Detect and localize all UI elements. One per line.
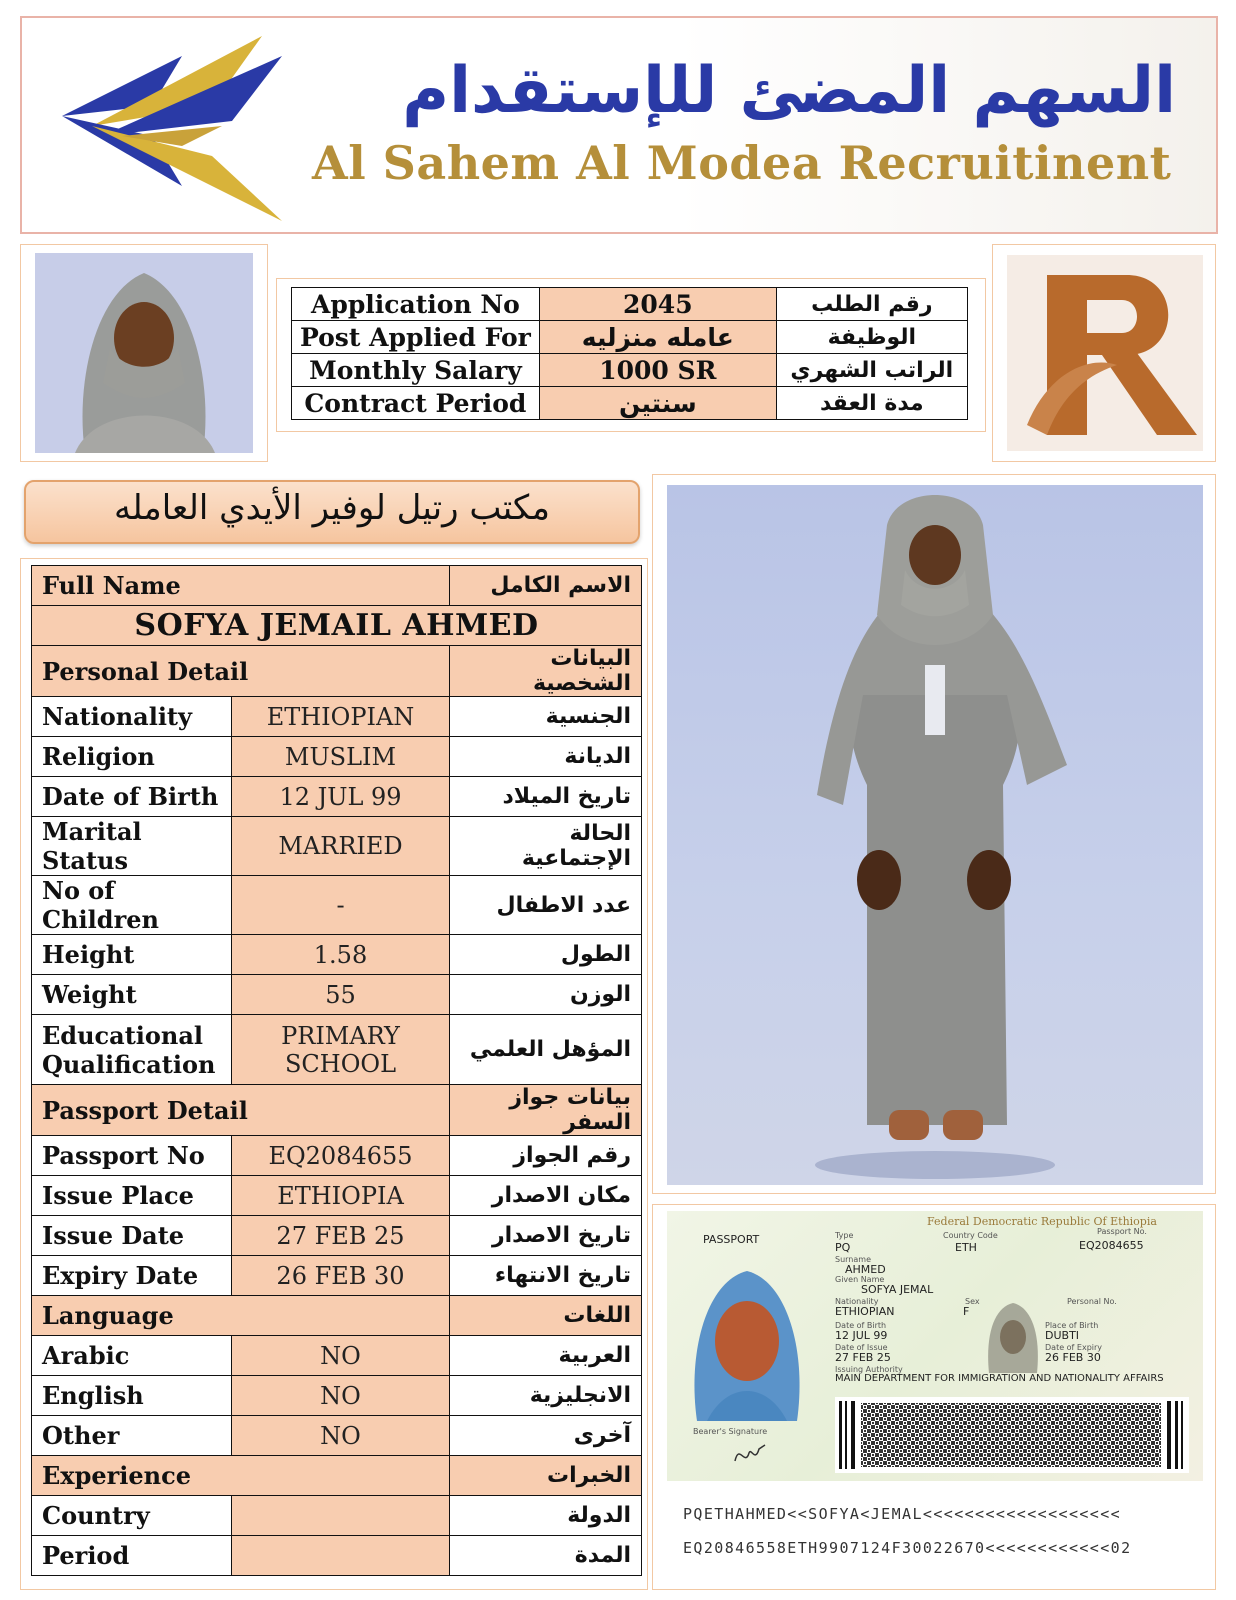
education-value: PRIMARY SCHOOL <box>232 1015 450 1085</box>
passport-number-label: Passport No. <box>1097 1227 1147 1236</box>
passport-surname-label: Surname <box>835 1255 871 1264</box>
table-row <box>32 777 642 817</box>
table-row <box>32 1176 642 1216</box>
passport-signature-label: Bearer's Signature <box>693 1427 768 1436</box>
passport-section-label-ar: بيانات جواز السفر <box>450 1085 642 1136</box>
issue-date-value: 27 FEB 25 <box>232 1216 450 1256</box>
full-body-photo-frame <box>652 474 1216 1194</box>
height-label: Height <box>32 935 232 975</box>
issue-place-value: ETHIOPIA <box>232 1176 450 1216</box>
application-info-frame <box>276 278 986 432</box>
application-info-table <box>291 287 968 420</box>
table-row <box>32 1336 642 1376</box>
table-row <box>32 1496 642 1536</box>
personal-section-label: Personal Detail <box>32 646 450 697</box>
portrait-photo <box>35 253 253 453</box>
mrz-line-2: EQ20846558ETH9907124F30022670<<<<<<<<<<<<02 <box>683 1539 1132 1557</box>
office-banner <box>24 480 640 544</box>
children-value: - <box>232 876 450 935</box>
mrz-line-1: PQETHAHMED<<SOFYA<JEMAL<<<<<<<<<<<<<<<<<<< <box>683 1505 1122 1523</box>
passport-ghost-portrait <box>985 1303 1041 1373</box>
passport-portrait <box>687 1271 807 1421</box>
personal-section-row <box>32 646 642 697</box>
table-row <box>32 1015 642 1085</box>
children-label: No of Children <box>32 876 232 935</box>
passport-data-page <box>667 1211 1203 1481</box>
passport-country-header: Federal Democratic Republic Of Ethiopia <box>927 1215 1157 1228</box>
passport-surname: AHMED <box>845 1263 886 1276</box>
height-label-ar: الطول <box>450 935 642 975</box>
passport-pob-label: Place of Birth <box>1045 1321 1099 1330</box>
passport-section-label: Passport Detail <box>32 1085 450 1136</box>
passport-section-row <box>32 1085 642 1136</box>
full-name-header-row <box>32 566 642 606</box>
marital-status-label-ar: الحالة الإجتماعية <box>450 817 642 876</box>
marital-status-label: Marital Status <box>32 817 232 876</box>
passport-authority: MAIN DEPARTMENT FOR IMMIGRATION AND NATIONALITY AFFAIRS <box>835 1373 1164 1384</box>
monthly-salary-label-ar: الراتب الشهري <box>776 354 967 387</box>
issue-date-label: Issue Date <box>32 1216 232 1256</box>
language-section-label: Language <box>32 1296 450 1336</box>
experience-period-label: Period <box>32 1536 232 1576</box>
contract-period-label: Contract Period <box>292 387 540 420</box>
religion-label-ar: الديانة <box>450 737 642 777</box>
contract-period-label-ar: مدة العقد <box>776 387 967 420</box>
arabic-language-value: NO <box>232 1336 450 1376</box>
education-label: Educational Qualification <box>32 1015 232 1085</box>
passport-personal-no-label: Personal No. <box>1067 1297 1117 1306</box>
nationality-value: ETHIOPIAN <box>232 697 450 737</box>
passport-issue: 27 FEB 25 <box>835 1351 891 1364</box>
issue-place-label-ar: مكان الاصدار <box>450 1176 642 1216</box>
experience-section-row <box>32 1456 642 1496</box>
experience-section-label-ar: الخبرات <box>450 1456 642 1496</box>
education-label-ar: المؤهل العلمي <box>450 1015 642 1085</box>
nationality-label-ar: الجنسية <box>450 697 642 737</box>
personal-section-label-ar: البيانات الشخصية <box>450 646 642 697</box>
dob-label: Date of Birth <box>32 777 232 817</box>
table-row <box>32 935 642 975</box>
passport-country-code-label: Country Code <box>943 1231 998 1240</box>
table-row <box>32 697 642 737</box>
table-row <box>32 1536 642 1576</box>
passport-type-label: Type <box>835 1231 854 1240</box>
r-logo-icon <box>1007 255 1203 451</box>
arrow-logo-icon <box>62 36 332 226</box>
profile-table <box>31 565 642 1576</box>
children-label-ar: عدد الاطفال <box>450 876 642 935</box>
table-row <box>32 876 642 935</box>
passport-given-name-label: Given Name <box>835 1275 885 1284</box>
passport-pob: DUBTI <box>1045 1329 1080 1342</box>
english-language-value: NO <box>232 1376 450 1416</box>
company-english-name: Al Sahem Al Modea Recruitinent <box>312 136 1172 190</box>
language-section-label-ar: اللغات <box>450 1296 642 1336</box>
table-row <box>292 288 968 321</box>
passport-nationality-label: Nationality <box>835 1297 879 1306</box>
table-row <box>32 737 642 777</box>
passport-nationality: ETHIOPIAN <box>835 1305 895 1318</box>
office-name: مكتب رتيل لوفير الأيدي العامله <box>114 488 550 528</box>
passport-no-label: Passport No <box>32 1136 232 1176</box>
monthly-salary-value: 1000 SR <box>539 354 776 387</box>
agency-logo-frame <box>992 244 1216 462</box>
passport-expiry-label: Date of Expiry <box>1045 1343 1103 1352</box>
experience-country-label-ar: الدولة <box>450 1496 642 1536</box>
experience-country-label: Country <box>32 1496 232 1536</box>
full-name-label-ar: الاسم الكامل <box>450 566 642 606</box>
application-no-label: Application No <box>292 288 540 321</box>
passport-issue-label: Date of Issue <box>835 1343 888 1352</box>
full-body-photo <box>667 485 1203 1185</box>
passport-dob-label: Date of Birth <box>835 1321 887 1330</box>
weight-label: Weight <box>32 975 232 1015</box>
weight-label-ar: الوزن <box>450 975 642 1015</box>
passport-sex: F <box>963 1305 970 1318</box>
table-row <box>292 321 968 354</box>
passport-country-code: ETH <box>955 1241 977 1254</box>
experience-section-label: Experience <box>32 1456 450 1496</box>
language-section-row <box>32 1296 642 1336</box>
passport-sex-label: Sex <box>965 1297 980 1306</box>
english-language-label: English <box>32 1376 232 1416</box>
dob-label-ar: تاريخ الميلاد <box>450 777 642 817</box>
full-name-row <box>32 606 642 646</box>
expiry-date-label: Expiry Date <box>32 1256 232 1296</box>
dob-value: 12 JUL 99 <box>232 777 450 817</box>
passport-number: EQ2084655 <box>1079 1239 1144 1252</box>
signature-icon <box>731 1439 771 1469</box>
issue-date-label-ar: تاريخ الاصدار <box>450 1216 642 1256</box>
english-language-label-ar: الانجليزية <box>450 1376 642 1416</box>
passport-no-label-ar: رقم الجواز <box>450 1136 642 1176</box>
arabic-language-label-ar: العربية <box>450 1336 642 1376</box>
table-row <box>32 975 642 1015</box>
table-row <box>32 1256 642 1296</box>
post-applied-value: عامله منزليه <box>539 321 776 354</box>
table-row <box>32 1416 642 1456</box>
passport-type: PQ <box>835 1241 851 1254</box>
application-no-label-ar: رقم الطلب <box>776 288 967 321</box>
table-row <box>32 1136 642 1176</box>
height-value: 1.58 <box>232 935 450 975</box>
table-row <box>32 817 642 876</box>
passport-given-name: SOFYA JEMAL <box>861 1283 934 1296</box>
religion-value: MUSLIM <box>232 737 450 777</box>
table-row <box>32 1376 642 1416</box>
company-arabic-name: السهم المضئ للإستقدام <box>402 54 1176 128</box>
monthly-salary-label: Monthly Salary <box>292 354 540 387</box>
experience-period-value <box>232 1536 450 1576</box>
post-applied-label-ar: الوظيفة <box>776 321 967 354</box>
passport-authority-label: Issuing Authority <box>835 1365 903 1374</box>
passport-no-value: EQ2084655 <box>232 1136 450 1176</box>
other-language-value: NO <box>232 1416 450 1456</box>
experience-country-value <box>232 1496 450 1536</box>
application-no-value: 2045 <box>539 288 776 321</box>
table-row <box>32 1216 642 1256</box>
other-language-label: Other <box>32 1416 232 1456</box>
weight-value: 55 <box>232 975 450 1015</box>
passport-expiry: 26 FEB 30 <box>1045 1351 1101 1364</box>
full-name-value: SOFYA JEMAIL AHMED <box>32 606 642 646</box>
passport-dob: 12 JUL 99 <box>835 1329 888 1342</box>
profile-frame <box>20 558 648 1590</box>
passport-scan-frame <box>652 1204 1216 1590</box>
table-row <box>292 387 968 420</box>
full-name-label: Full Name <box>32 566 450 606</box>
portrait-photo-frame <box>20 244 268 462</box>
passport-barcode-icon <box>835 1397 1189 1473</box>
arabic-language-label: Arabic <box>32 1336 232 1376</box>
experience-period-label-ar: المدة <box>450 1536 642 1576</box>
nationality-label: Nationality <box>32 697 232 737</box>
table-row <box>292 354 968 387</box>
contract-period-value: سنتين <box>539 387 776 420</box>
passport-doc-label: PASSPORT <box>703 1233 760 1246</box>
expiry-date-label-ar: تاريخ الانتهاء <box>450 1256 642 1296</box>
other-language-label-ar: آخرى <box>450 1416 642 1456</box>
religion-label: Religion <box>32 737 232 777</box>
expiry-date-value: 26 FEB 30 <box>232 1256 450 1296</box>
marital-status-value: MARRIED <box>232 817 450 876</box>
company-header <box>20 16 1218 234</box>
issue-place-label: Issue Place <box>32 1176 232 1216</box>
post-applied-label: Post Applied For <box>292 321 540 354</box>
